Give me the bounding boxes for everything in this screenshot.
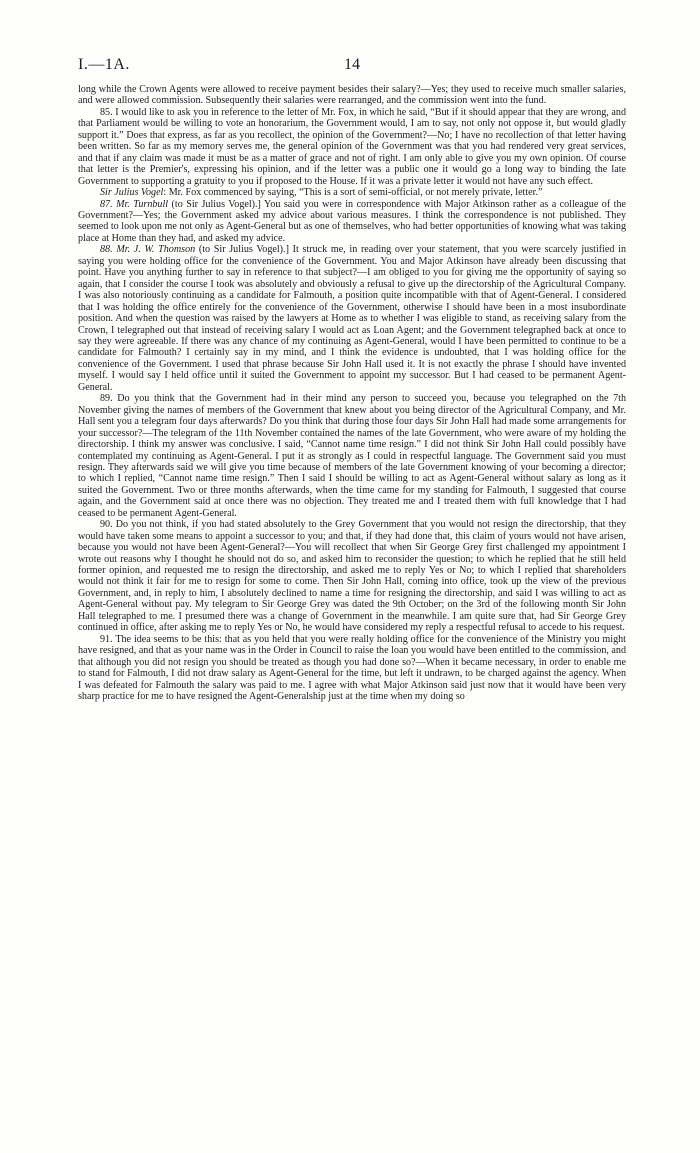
paragraph-89 [78, 393, 626, 519]
paragraph-text: (to Sir Julius Vogel).] You said you were in correspondence with Major Atkinson rather as a colleague of the Government?—Yes; the Government asked my advice about various measures. I think the correspondence is not published. They seemed to look upon me not only as Agent-General but as one of themselves, who had better opportunities of knowing what was taking place at Home than they had, and asked my advice. [78, 198, 626, 244]
page-number: 14 [344, 56, 360, 73]
paragraph-88 [78, 244, 626, 393]
speaker-name: 88. Mr. J. W. Thomson [100, 244, 196, 256]
paragraph-continuation [78, 84, 626, 107]
paragraph-text: (to Sir Julius Vogel).] It struck me, in reading over your statement, that you were scarcely justified in saying you were holding office for the convenience of the Government. You and Major Atkinson have already been discussing that point. Have you anything further to say in reference to that subject?—I am obliged to you for giving me the opportunity of saying so again, that I consider the course I took was absolutely and obviously a refusal to give up the directorship of the Agricultural Company. I was also notoriously continuing as a candidate for Falmouth, a position quite incompatible with that of Agent-General. I considered that I was holding the office entirely for the convenience of the Government, otherwise I should have been in a most insubordinate position. And when the question was raised by the lawyers at Home as to whether I was eligible to stand, as receiving salary from the Crown, I telegraphed out that instead of receiving salary I would act as Loan Agent; and the Government telegraphed back at once to say they were agreeable. If there was any chance of my continuing as Agent-General, would I have been permitted to continue to be a candidate for Falmouth? I certainly say in my mind, and I think the evidence is undoubted, that I was holding office for the convenience of the Government. I used that phrase because Sir John Hall used it. It is not exactly the phrase I should have invented myself. I would say I held office until it suited the Government to appoint my successor. But I had ceased to be permanent Agent-General. [78, 244, 626, 393]
paragraph-text: 85. I would like to ask you in reference to the letter of Mr. Fox, in which he said, “But if it should appear that they are wrong, and that Parliament would be willing to vote an honorarium, the Government would, I am to say, not only not oppose it, but would gladly support it.” Does that express, as far as you recollect, the opinion of the Government?—No; I have no recollection of that letter having been written. So far as my memory serves me, the general opinion of the Government was that you had rendered very great services, and that if any claim was made it must be as a matter of grace and not of right. I am only able to give you my own opinion. Of course that letter is the Premier's, expressing his opinion, and if the letter was a public one it would go a long way to binding the late Government to supporting a gratuity to you if proposed to the House. If it was a private letter it would not have any such effect. [78, 106, 626, 187]
paragraph-text: 89. Do you think that the Government had in their mind any person to succeed you, because you telegraphed on the 7th November giving the names of members of the Government that knew about you being director of the Agricultural Company, and Mr. Hall sent you a telegram four days afterwards? Do you think that during those four days Sir John Hall had made some arrangements for your successor?—The telegram of the 11th November contained the names of the late Government, who were aware of my holding the directorship. I think my answer was conclusive. I said, “Cannot name time resign.” I did not think Sir John Hall could possibly have contemplated my continuing as Agent-General. I put it as strongly as I could in respectful language. The Government said you must resign. They afterwards said we will give you time because of members of the late Government knowing of your becoming a director; to which I replied, “Cannot name time resign.” Then I said I should be willing to act as Agent-General without salary as long as it suited the Government. Two or three months afterwards, when the time came for my standing for Falmouth, I suggested that course again, and the Government said at once there was no objection. They treated me and I treated them with full knowledge that I had ceased to be permanent Agent-General. [78, 393, 626, 519]
paragraph-87 [78, 199, 626, 245]
speaker-name: 87. Mr. Turnbull [100, 198, 169, 210]
body-text [78, 84, 626, 702]
paragraph-text: 91. The idea seems to be this: that as you held that you were really holding office for the convenience of the Ministry you might have resigned, and that as your name was in the Order in Council to raise the loan you would have been entitled to the commission, and that although you did not resign you should be treated as though you had done so?—When it became necessary, in order to enable me to stand for Falmouth, I did not draw salary as Agent-General for the time, but left it undrawn, to be charged against the agency. When I was defeated for Falmouth the salary was paid to me. I agree with what Major Atkinson said just now that it would have been very sharp practice for me to have resigned the Agent-Generalship just at the time when my doing so [78, 633, 627, 703]
paragraph-vogel-remark [78, 187, 626, 198]
document-reference: I.—1A. [78, 56, 130, 73]
paragraph-text: : Mr. Fox commenced by saying, “This is a sort of semi-official, or not merely private, letter.” [163, 187, 543, 199]
paragraph-text: long while the Crown Agents were allowed to receive payment besides their salary?—Yes; they used to receive much smaller salaries, and were allowed commission. Subsequently their salaries were rearranged, and the commission went into the fund. [78, 84, 626, 107]
paragraph-91 [78, 634, 626, 703]
paragraph-85 [78, 107, 626, 187]
paragraph-text: 90. Do you not think, if you had stated absolutely to the Grey Government that you would not resign the directorship, that they would have taken some means to appoint a successor to you; and that, if they had done that, this claim of yours would not have arisen, because you would not have been Agent-General?—You will recollect that when Sir George Grey first challenged my appointment I wrote out reasons why I thought he should not do so, and asked him to reconsider the question; to which he replied that he still held former opinion, and requested me to resign the directorship, and asked me to reply Yes or No; to which I replied that shareholders would not think it fair for me to resign for some to come. Then Sir John Hall, coming into office, took up the view of the previous Government, and, in reply to him, I absolutely declined to name a time for resigning the directorship, and said I was willing to act as Agent-General without pay. My telegram to Sir George Grey was dated the 9th October; on the 3rd of the following month Sir John Hall telegraphed to me. I presumed there was a change of Government in the meanwhile. I am quite sure that, had Sir George Grey continued in office, after asking me to reply Yes or No, he would have considered my reply a respectful refusal to accede to his request. [78, 519, 626, 634]
paragraph-90 [78, 519, 626, 634]
speaker-name: Sir Julius Vogel [100, 187, 164, 199]
page-header [78, 56, 626, 76]
